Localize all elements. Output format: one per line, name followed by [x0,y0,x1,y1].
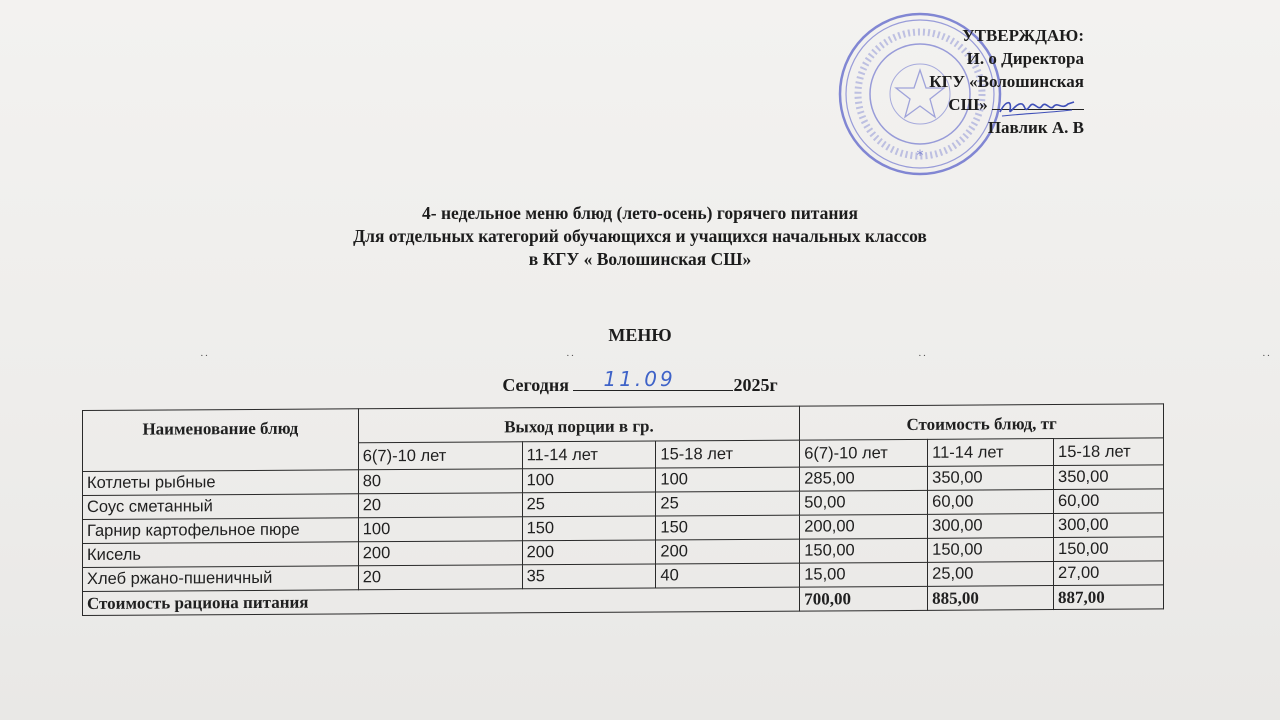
portion-cell: 200 [656,539,800,564]
date-row [0,367,1280,396]
total-label: Стоимость рациона питания [83,587,800,615]
approval-org-end: СШ» [948,95,988,114]
cost-cell: 200,00 [800,514,928,539]
portion-cell: 100 [656,467,800,492]
dish-name: Соус сметанный [83,494,359,520]
cost-cell: 60,00 [928,490,1054,515]
cost-cell: 15,00 [800,562,928,587]
approval-organization: КГУ «Волошинская [929,72,1084,91]
cost-cell: 50,00 [800,490,928,515]
title-line-1: 4- недельное меню блюд (лето-осень) горячего питания [422,203,858,223]
svg-text:*: * [916,148,924,164]
cost-cell: 150,00 [1054,537,1164,562]
cost-cell: 60,00 [1054,489,1164,514]
cost-cell: 150,00 [928,538,1054,563]
header-dish-name: Наименование блюд [83,409,359,472]
total-cost-cell: 885,00 [928,586,1054,611]
date-handwritten: 11.09 [603,367,676,391]
portion-cell: 200 [358,541,522,566]
cost-cell: 350,00 [928,466,1054,491]
portion-cell: 40 [656,563,800,588]
menu-table [82,403,1164,616]
portion-cell: 200 [522,540,656,565]
cost-cell: 150,00 [800,538,928,563]
dish-name: Кисель [83,542,359,568]
cost-cell: 27,00 [1054,561,1164,586]
portion-cell: 150 [522,516,656,541]
header-cost: Стоимость блюд, тг [800,404,1164,440]
portion-cell: 25 [522,492,656,517]
document-title [0,202,1280,271]
dish-name: Гарнир картофельное пюре [83,518,359,544]
age-group-cell: 6(7)-10 лет [358,442,522,470]
title-line-3: в КГУ « Волошинская СШ» [528,249,752,269]
cost-cell: 300,00 [1054,513,1164,538]
age-group-cell: 15-18 лет [1054,438,1164,466]
portion-cell: 20 [358,493,522,518]
approval-signer-name: Павлик А. В [987,118,1084,137]
scan-dots: ·· [566,350,576,362]
cost-cell: 25,00 [928,562,1054,587]
approval-position: И. о Директора [966,49,1084,68]
total-cost-cell: 887,00 [1054,585,1164,610]
age-group-cell: 15-18 лет [656,440,800,468]
cost-cell: 285,00 [800,466,928,491]
cost-cell: 300,00 [928,514,1054,539]
cost-cell: 350,00 [1054,465,1164,490]
portion-cell: 100 [358,517,522,542]
date-year: 2025г [733,375,778,395]
portion-cell: 100 [522,468,656,493]
date-label: Сегодня [502,375,569,395]
portion-cell: 20 [358,565,522,590]
date-field [573,367,733,391]
portion-cell: 150 [656,515,800,540]
scan-dots: ·· [200,350,210,362]
age-group-cell: 11-14 лет [928,439,1054,467]
menu-heading: МЕНЮ [608,325,672,345]
approval-heading: УТВЕРЖДАЮ: [962,26,1084,45]
scan-dots: ·· [1262,350,1272,362]
portion-cell: 80 [358,469,522,494]
age-group-cell: 6(7)-10 лет [800,439,928,467]
scan-dots: ·· [918,350,928,362]
handwritten-signature [996,94,1078,122]
header-portion: Выход порции в гр. [358,406,800,443]
portion-cell: 35 [522,564,656,589]
age-group-cell: 11-14 лет [522,441,656,469]
portion-cell: 25 [656,491,800,516]
total-cost-cell: 700,00 [800,586,928,611]
dish-name: Хлеб ржано-пшеничный [83,566,359,592]
title-line-2: Для отдельных категорий обучающихся и учащихся начальных классов [353,226,927,246]
dish-name: Котлеты рыбные [83,470,359,496]
